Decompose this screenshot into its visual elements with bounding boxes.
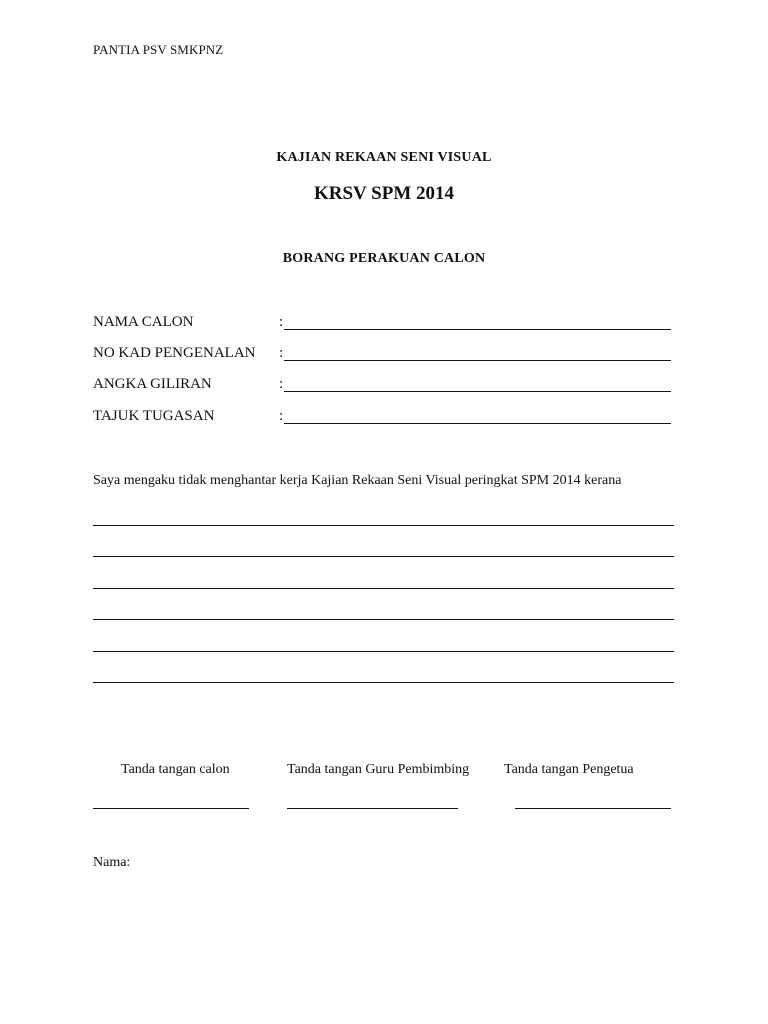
exam-title: KRSV SPM 2014	[313, 183, 455, 204]
field-fill-line[interactable]	[284, 329, 671, 330]
field-row-tajuk-tugasan	[93, 408, 673, 428]
field-row-nama-calon	[93, 314, 673, 334]
name-label: Nama:	[93, 855, 131, 870]
reason-line[interactable]	[93, 682, 674, 683]
subject-title: KAJIAN REKAAN SENI VISUAL	[276, 150, 492, 165]
field-row-angka-giliran	[93, 376, 673, 396]
field-fill-line[interactable]	[284, 423, 671, 424]
reason-line[interactable]	[93, 651, 674, 652]
field-fill-line[interactable]	[284, 391, 671, 392]
signature-line-principal[interactable]	[515, 808, 671, 809]
signature-label-candidate: Tanda tangan calon	[121, 762, 230, 777]
field-row-no-kad-pengenalan	[93, 345, 673, 365]
signature-label-principal: Tanda tangan Pengetua	[504, 762, 634, 777]
field-colon: :	[279, 314, 284, 330]
field-colon: :	[279, 408, 284, 424]
reason-line[interactable]	[93, 556, 674, 557]
signature-label-teacher: Tanda tangan Guru Pembimbing	[287, 762, 470, 777]
field-label: TAJUK TUGASAN	[93, 408, 215, 424]
organization-header: PANTIA PSV SMKPNZ	[93, 42, 224, 57]
field-label: ANGKA GILIRAN	[93, 376, 212, 392]
reason-line[interactable]	[93, 619, 674, 620]
reason-line[interactable]	[93, 588, 674, 589]
declaration-statement: Saya mengaku tidak menghantar kerja Kajian Rekaan Seni Visual peringkat SPM 2014 kerana	[93, 473, 622, 488]
field-fill-line[interactable]	[284, 360, 671, 361]
reason-line[interactable]	[93, 525, 674, 526]
signature-line-candidate[interactable]	[93, 808, 249, 809]
form-title: BORANG PERAKUAN CALON	[282, 251, 486, 266]
field-label: NAMA CALON	[93, 314, 194, 330]
field-colon: :	[279, 376, 284, 392]
signature-line-teacher[interactable]	[287, 808, 458, 809]
field-label: NO KAD PENGENALAN	[93, 345, 256, 361]
field-colon: :	[279, 345, 284, 361]
